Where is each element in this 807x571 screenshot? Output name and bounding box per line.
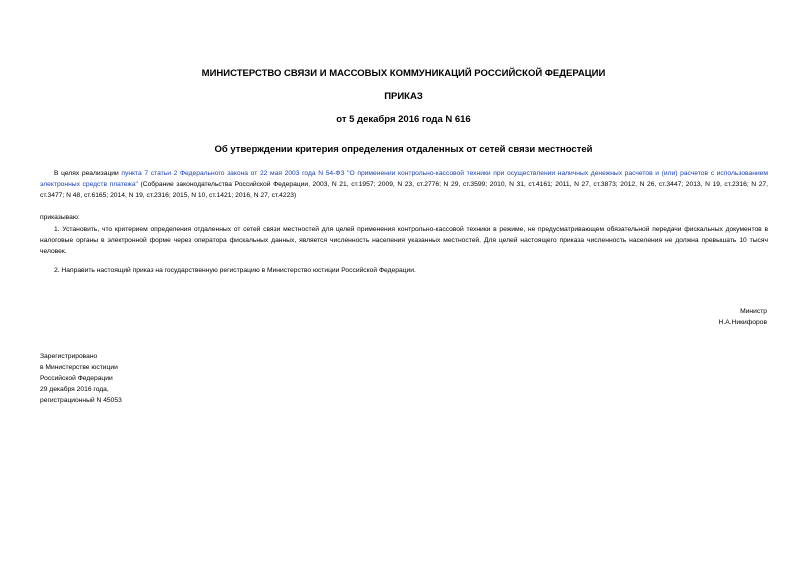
document-type: ПРИКАЗ [384, 91, 423, 102]
registration-line: Зарегистрировано [40, 353, 98, 360]
order-item-1: 1. Установить, что критерием определения отдаленных от сетей связи местностей для целей применения контрольно-кассовой техники в режиме, не предусматривающем обязательной передачи фискальных документов в налоговые органы в электронной форме через оператора фискальных данных, является численность населения указанных местностей. Для целей настоящего приказа численность населения не должна превышать 10 тысяч человек. [40, 226, 768, 256]
signature-name: Н.А.Никифоров [718, 319, 767, 326]
preamble-start: В целях реализации [54, 170, 122, 177]
document-subject: Об утверждении критерия определения отдаленных от сетей связи местностей [214, 144, 593, 155]
preamble-end: (Собрание законодательства Российской Федерации, 2003, N 21, ст.1957; 2009, N 23, ст.2776; N 29, ст.3599; 2010, N 31, ст.4161; 2011, N 27, ст.3873; 2012, N 26, ст.3447; 2013, N 19, ст.2316; N 27, ст.3477; N 48, ст.6165; 2014, N 19, ст.2316; 2015, N 10, ст.1421; 2016, N 27, ст.4223) [40, 181, 768, 200]
registration-line: 29 декабря 2016 года, [40, 386, 109, 393]
document-date-number: от 5 декабря 2016 года N 616 [336, 114, 471, 125]
preamble-paragraph [40, 168, 768, 202]
order-word: приказываю: [40, 214, 80, 221]
ministry-name: МИНИСТЕРСТВО СВЯЗИ И МАССОВЫХ КОММУНИКАЦИЙ РОССИЙСКОЙ ФЕДЕРАЦИИ [201, 68, 606, 79]
registration-line: регистрационный N 45053 [40, 397, 122, 404]
law-reference-link[interactable]: пункта 7 статьи 2 Федерального закона от 22 мая 2003 года N 54-ФЗ "О применении контрольно-кассовой техники при осуществлении наличных денежных расчетов и (или) расчетов с использованием электронных средств платежа" [40, 170, 768, 189]
registration-line: Российской Федерации [40, 375, 113, 382]
order-item-2: 2. Направить настоящий приказ на государственную регистрацию в Министерство юстиции Российской Федерации. [54, 267, 416, 274]
registration-line: в Министерстве юстиции [40, 364, 118, 371]
signature-title: Министр [740, 308, 767, 315]
